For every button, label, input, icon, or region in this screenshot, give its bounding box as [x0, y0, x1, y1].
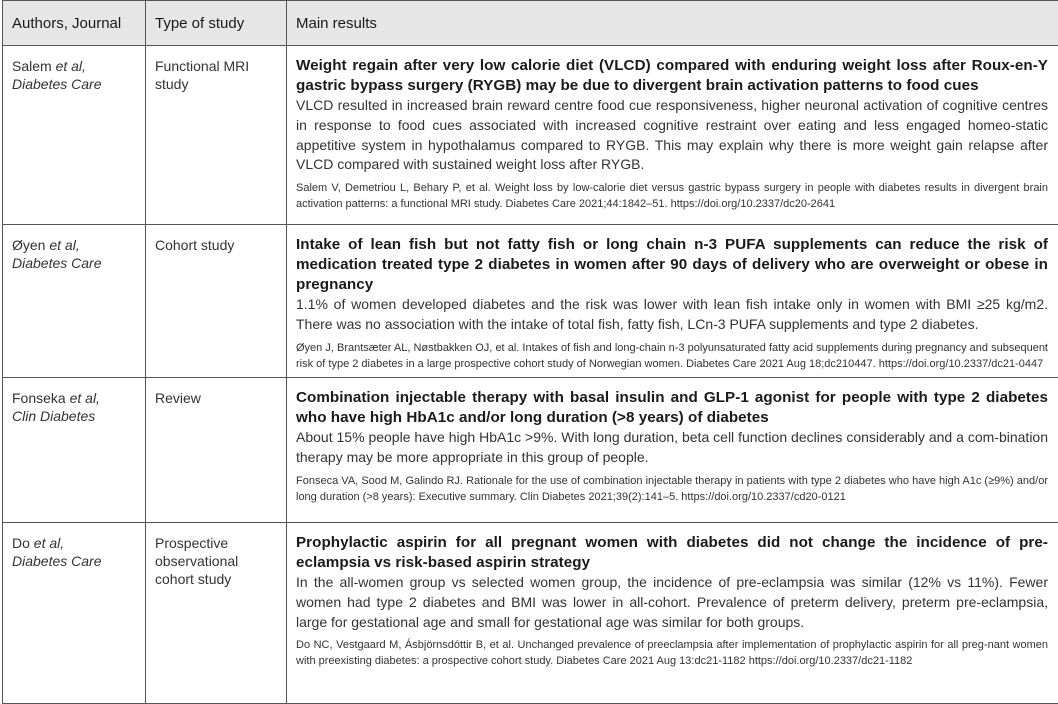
table-row — [3, 225, 1058, 378]
journal-name: Clin Diabetes — [12, 408, 96, 424]
table-header — [3, 1, 1058, 46]
table-row — [3, 523, 1058, 704]
author-etal: et al, — [45, 237, 80, 253]
author-cell — [3, 378, 146, 522]
main-results — [287, 378, 1056, 522]
header-type: Type of study — [146, 1, 287, 45]
author-etal: et al, — [29, 535, 65, 551]
study-type: Prospective observational cohort study — [146, 523, 287, 703]
main-results — [287, 46, 1056, 224]
study-type: Functional MRI study — [146, 46, 287, 224]
results-table — [2, 0, 1058, 704]
result-reference: Fonseca VA, Sood M, Galindo RJ. Rationale for the use of combination injectable therapy in patients with type 2 diabetes who have high A1c (≥9%) and/or long duration (>8 years): Executive summary. Clin Diabetes 2021;39(2):141–5. https://doi.org/10.2337/cd20-0121 — [296, 474, 1048, 503]
result-title: Combination injectable therapy with basal insulin and GLP-1 agonist for people with type 2 diabetes who have high HbA1c and/or long duration (>8 years) of diabetes — [296, 389, 1048, 426]
result-reference: Do NC, Vestgaard M, Ásbjörnsdóttir B, et al. Unchanged prevalence of preeclampsia after implementation of prophylactic aspirin for all preg-nant women with preexisting diabetes: a prospective cohort study. Diabetes Care 2021 Aug 13:dc21-1182 https://doi.org/10.2337/dc21-1182 — [296, 639, 1048, 668]
journal-name: Diabetes Care — [12, 76, 102, 92]
result-title: Intake of lean fish but not fatty fish or long chain n-3 PUFA supplements can reduce the risk of medication treated type 2 diabetes in women after 90 days of delivery who are overweight or obese in pregnancy — [296, 236, 1048, 293]
table-row — [3, 46, 1058, 225]
result-body: About 15% people have high HbA1c >9%. With long duration, beta cell function declines considerably and a com-bination therapy may be more appropriate in this group of people. — [296, 429, 1048, 465]
author-name: Øyen — [12, 237, 46, 253]
result-reference: Salem V, Demetriou L, Behary P, et al. Weight loss by low-calorie diet versus gastric bypass surgery in people with diabetes results in divergent brain activation patterns: a functional MRI study. Diabetes Care 2021;44:1842–51. https://doi.org/10.2337/dc20-2641 — [296, 182, 1048, 211]
header-authors: Authors, Journal — [3, 1, 146, 45]
study-type: Cohort study — [146, 225, 287, 377]
result-body: In the all-women group vs selected women group, the incidence of pre-eclampsia was similar (12% vs 11%). Fewer women had type 2 diabetes and BMI was lower in all-cohort. Prevalence of preterm delivery, preterm pre-eclampsia, large for gestational age and small for gestational age was similar for both groups. — [296, 574, 1048, 630]
main-results — [287, 523, 1056, 703]
header-results: Main results — [296, 14, 377, 32]
author-name: Do — [12, 535, 30, 551]
author-etal: et al, — [65, 390, 100, 406]
author-name: Fonseka — [12, 390, 66, 406]
journal-name: Diabetes Care — [12, 553, 102, 569]
main-results — [287, 225, 1056, 377]
result-body: 1.1% of women developed diabetes and the risk was lower with lean fish intake only in women with BMI ≥25 kg/m2. There was no association with the intake of total fish, fatty fish, LCn-3 PUFA supplements and type 2 diabetes. — [296, 296, 1048, 332]
result-body: VLCD resulted in increased brain reward centre food cue responsiveness, higher neuronal activation of cognitive centres in response to food cues associated with increased cognitive restraint over eating and less engaged homeo-static appetitive system in hypothalamus compared to RYGB. This may explain why there is more weight gain relapse after VLCD compared with sustained weight loss after RYGB. — [296, 97, 1048, 173]
study-type: Review — [146, 378, 287, 522]
author-cell — [3, 46, 146, 224]
result-title: Weight regain after very low calorie diet (VLCD) compared with enduring weight loss after Roux-en-Y gastric bypass surgery (RYGB) may be due to divergent brain activation patterns to food cues — [296, 57, 1048, 94]
result-title: Prophylactic aspirin for all pregnant women with diabetes did not change the incidence of pre-eclampsia vs risk-based aspirin strategy — [296, 534, 1048, 571]
author-name: Salem — [12, 58, 52, 74]
author-cell — [3, 225, 146, 377]
author-cell — [3, 523, 146, 703]
author-etal: et al, — [51, 58, 86, 74]
table-row — [3, 378, 1058, 523]
result-reference: Øyen J, Brantsæter AL, Nøstbakken OJ, et al. Intakes of fish and long-chain n-3 polyunsaturated fatty acid supplements during pregnancy and subsequent risk of type 2 diabetes in a large prospective cohort study of Norwegian women. Diabetes Care 2021 Aug 18;dc210447. https://doi.org/10.2337/dc21-0447 — [296, 341, 1048, 370]
journal-name: Diabetes Care — [12, 255, 102, 271]
